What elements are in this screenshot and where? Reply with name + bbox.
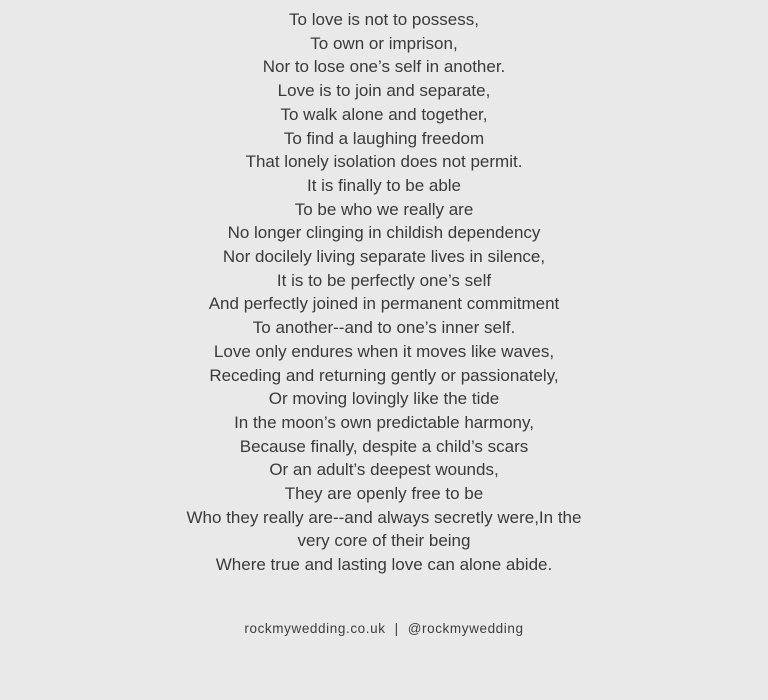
poem-line: That lonely isolation does not permit.	[245, 152, 523, 172]
social-handle: @rockmywedding	[407, 620, 524, 636]
poem-line: To find a laughing freedom	[283, 128, 485, 148]
poem	[0, 8, 768, 577]
poem-line: Because finally, despite a child’s scars	[239, 436, 529, 456]
poem-line: No longer clinging in childish dependency	[227, 223, 541, 243]
poem-line: Receding and returning gently or passionately,	[209, 365, 559, 385]
website-url: rockmywedding.co.uk	[244, 620, 386, 636]
poem-line: Where true and lasting love can alone abide.	[215, 555, 553, 575]
poem-line: To walk alone and together,	[280, 104, 488, 124]
footer-credit	[0, 621, 768, 636]
poem-line: To own or imprison,	[310, 33, 458, 53]
poem-line: They are openly free to be	[284, 484, 484, 504]
poem-line: In the moon’s own predictable harmony,	[234, 412, 534, 432]
poem-line: Who they really are--and always secretly were,In the	[186, 507, 582, 527]
poem-line: Or moving lovingly like the tide	[268, 389, 500, 409]
poem-line: Love only endures when it moves like waves,	[213, 341, 555, 361]
poem-line: It is to be perfectly one’s self	[276, 270, 492, 290]
poem-line: To love is not to possess,	[289, 10, 479, 29]
poem-line: And perfectly joined in permanent commitment	[208, 294, 560, 314]
poem-line: Love is to join and separate,	[277, 81, 491, 101]
poem-line: To be who we really are	[294, 199, 474, 219]
poem-line: very core of their being	[297, 531, 471, 551]
poem-line: Or an adult’s deepest wounds,	[269, 460, 499, 480]
separator: |	[394, 620, 399, 636]
poem-line: To another--and to one’s inner self.	[252, 318, 516, 338]
poem-line: Nor to lose one’s self in another.	[262, 57, 506, 77]
poem-line: Nor docilely living separate lives in silence,	[222, 247, 546, 267]
poem-line: It is finally to be able	[306, 175, 462, 195]
